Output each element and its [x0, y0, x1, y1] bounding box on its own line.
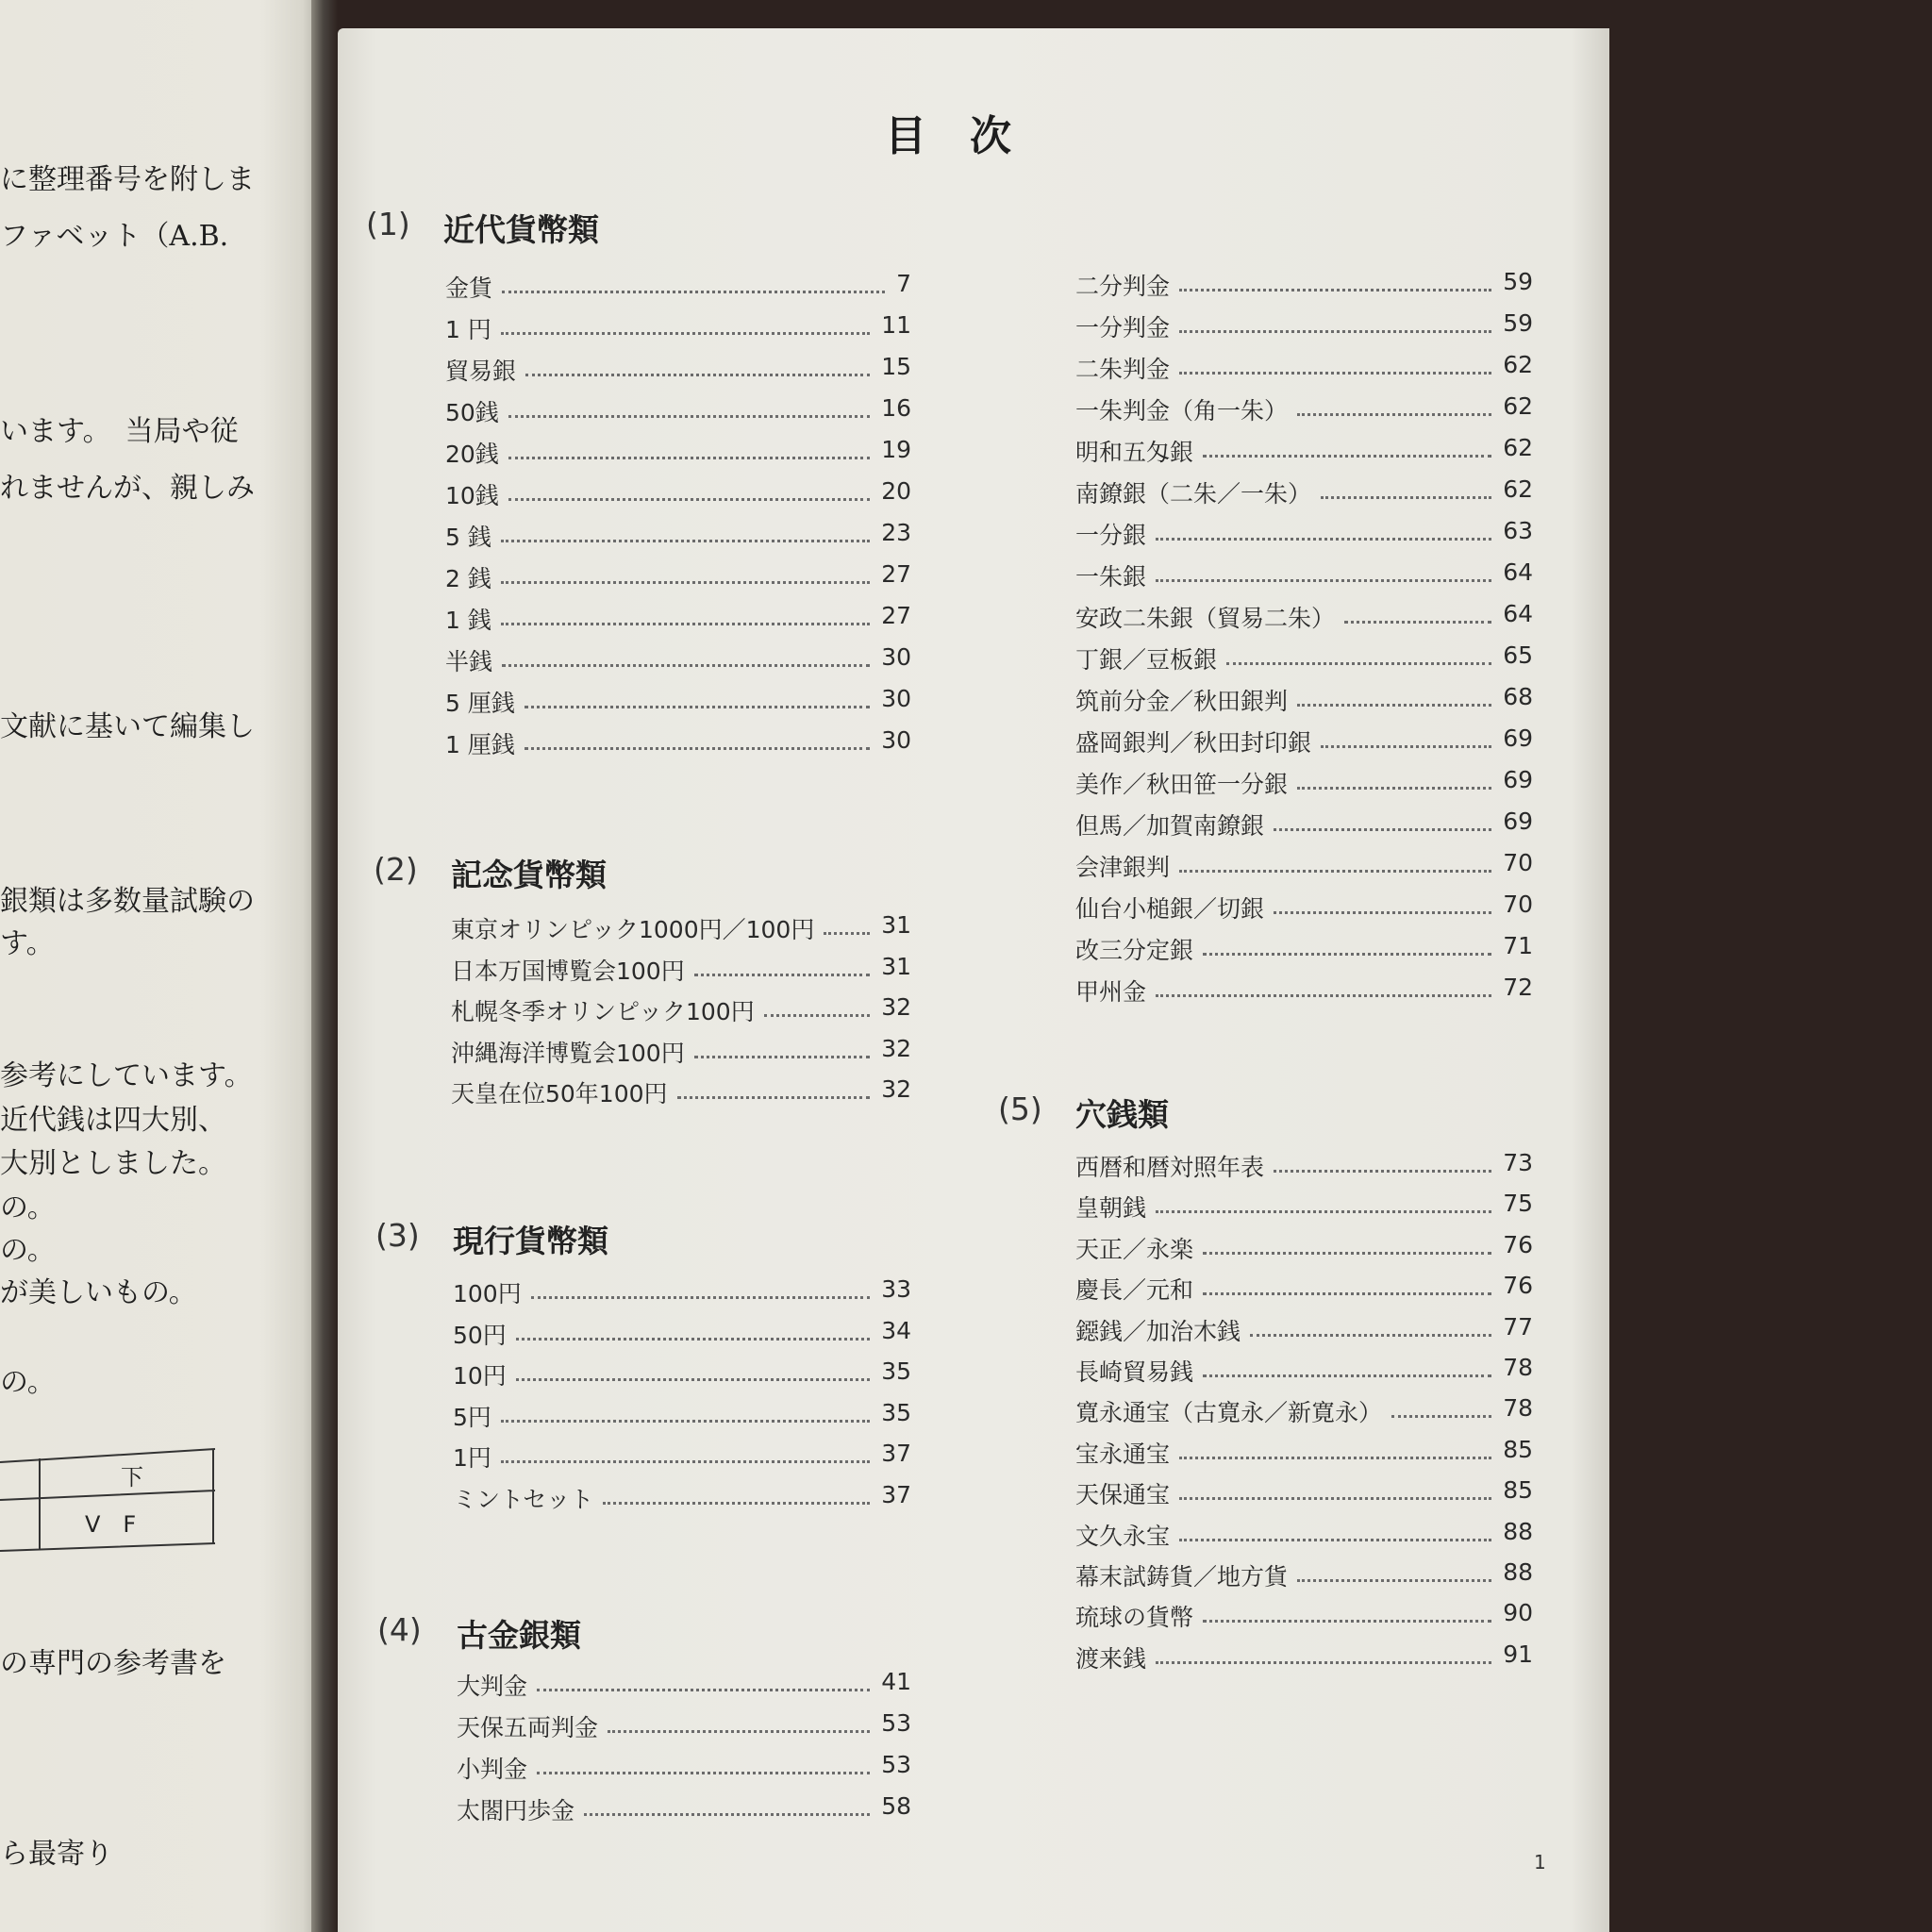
toc-leader-dots: [1274, 828, 1491, 831]
toc-leader-dots: [1156, 538, 1491, 541]
toc-leader-dots: [1391, 1415, 1491, 1418]
toc-entry-label: 盛岡銀判／秋田封印銀: [1075, 729, 1312, 757]
toc-entry-page: 19: [881, 436, 911, 463]
toc-entry-label: 一朱判金（角一朱）: [1075, 397, 1289, 425]
toc-entry: [445, 270, 911, 302]
toc-entry-page: 77: [1503, 1312, 1533, 1341]
toc-entry-label: 南鐐銀（二朱／一朱）: [1075, 480, 1312, 508]
toc-entry: [1075, 932, 1533, 964]
toc-leader-dots: [537, 1689, 870, 1691]
toc-entry: [1075, 683, 1533, 715]
toc-entry: [445, 519, 911, 551]
toc-entry: [1075, 724, 1533, 757]
toc-entry: [453, 1275, 911, 1307]
toc-leader-dots: [1321, 496, 1491, 499]
toc-entry-page: 70: [1503, 849, 1533, 876]
toc-entry-page: 27: [881, 560, 911, 588]
toc-leader-dots: [508, 415, 870, 418]
page-number: 1: [1534, 1851, 1546, 1874]
toc-leader-dots: [1344, 621, 1491, 624]
toc-leader-dots: [525, 747, 870, 750]
toc-entry: [1075, 475, 1533, 508]
toc-entry-label: ミントセット: [453, 1485, 594, 1513]
book-gutter: [311, 0, 338, 1932]
left-page-text-line: の。: [0, 1191, 56, 1224]
toc-entry-label: 二朱判金: [1075, 356, 1171, 383]
toc-leader-dots: [525, 706, 870, 708]
left-page-text-line: います。 当局や従: [0, 415, 239, 448]
toc-entry-page: 72: [1503, 974, 1533, 1001]
toc-leader-dots: [516, 1378, 870, 1381]
toc-entry-label: 安政二朱銀（貿易二朱）: [1075, 605, 1336, 632]
toc-entry: [445, 643, 911, 675]
toc-entry-label: 札幌冬季オリンピック100円: [451, 998, 755, 1025]
toc-entry: [1075, 1476, 1533, 1508]
toc-entry-page: 7: [896, 270, 911, 297]
toc-entry-page: 41: [881, 1668, 911, 1695]
toc-entry: [1075, 891, 1533, 923]
toc-entry: [453, 1317, 911, 1349]
toc-entry: [445, 560, 911, 592]
toc-leader-dots: [502, 291, 885, 293]
toc-entry: [457, 1668, 911, 1700]
toc-entry-page: 69: [1503, 808, 1533, 835]
toc-entry-page: 62: [1503, 392, 1533, 420]
left-page-text-line: が美しいもの。: [0, 1276, 197, 1309]
toc-leader-dots: [1250, 1334, 1491, 1337]
left-page-text-line: ら最寄り: [0, 1838, 113, 1871]
toc-entry-page: 11: [881, 311, 911, 339]
toc-entry-page: 53: [881, 1751, 911, 1778]
toc-entry-label: 丁銀／豆板銀: [1075, 646, 1218, 674]
toc-entry-label: 日本万国博覧会100円: [451, 957, 685, 985]
toc-leader-dots: [1203, 953, 1491, 956]
left-page-text-line: の。: [0, 1366, 56, 1399]
toc-entry-page: 76: [1503, 1230, 1533, 1258]
toc-entry-page: 62: [1503, 351, 1533, 378]
toc-entry: [1075, 1190, 1533, 1222]
toc-entry-page: 63: [1503, 517, 1533, 544]
grade-table-bottom: V F: [85, 1511, 137, 1538]
toc-entry-label: 文久永宝: [1075, 1522, 1171, 1550]
toc-entry-label: 50円: [453, 1321, 507, 1349]
toc-entry: [1075, 392, 1533, 425]
toc-entry-label: 1円: [453, 1444, 491, 1472]
toc-entry-label: 東京オリンピック1000円／100円: [451, 916, 815, 943]
toc-entry-page: 59: [1503, 268, 1533, 295]
toc-leader-dots: [501, 332, 870, 335]
toc-entry-page: 88: [1503, 1517, 1533, 1545]
toc-entry: [1075, 1558, 1533, 1591]
toc-entry: [451, 953, 911, 985]
toc-entry-label: 50銭: [445, 399, 499, 426]
toc-leader-dots: [502, 664, 870, 667]
toc-entry: [1075, 1436, 1533, 1468]
toc-entry: [445, 602, 911, 634]
left-page-text-line: れませんが、親しみ: [0, 472, 255, 505]
toc-entry-label: 皇朝銭: [1075, 1194, 1147, 1223]
toc-entry-label: 一朱銀: [1075, 563, 1147, 591]
toc-entry: [1075, 1641, 1533, 1673]
toc-entry-page: 88: [1503, 1558, 1533, 1586]
toc-leader-dots: [1274, 911, 1491, 914]
toc-leader-dots: [1156, 1661, 1491, 1664]
left-page-text-line: に整理番号を附しま: [0, 163, 255, 196]
left-page-text-line: の専門の参考書を: [0, 1647, 226, 1680]
toc-leader-dots: [603, 1502, 870, 1505]
toc-entry-label: 天保五両判金: [457, 1714, 599, 1741]
section-name: 古金銀類: [457, 1617, 581, 1654]
toc-entry-page: 32: [881, 993, 911, 1021]
toc-leader-dots: [1156, 579, 1491, 582]
toc-entry-page: 31: [881, 952, 911, 980]
toc-entry-label: 二分判金: [1075, 273, 1171, 300]
toc-entry: [451, 1075, 911, 1108]
toc-leader-dots: [824, 932, 870, 935]
toc-entry: [445, 353, 911, 385]
toc-entry-page: 35: [881, 1398, 911, 1426]
toc-leader-dots: [1179, 330, 1491, 333]
toc-entry: [453, 1440, 911, 1472]
toc-entry-label: 5円: [453, 1403, 491, 1431]
toc-entry: [445, 685, 911, 717]
toc-entry: [451, 993, 911, 1025]
toc-entry: [457, 1709, 911, 1741]
toc-entry-label: 1 厘銭: [445, 731, 515, 758]
toc-entry-page: 32: [881, 1034, 911, 1062]
grade-table: [0, 1445, 215, 1551]
toc-entry-page: 37: [881, 1440, 911, 1467]
toc-leader-dots: [1179, 372, 1491, 375]
toc-entry: [457, 1792, 911, 1824]
toc-entry: [445, 436, 911, 468]
toc-entry-label: 10円: [453, 1362, 507, 1390]
toc-entry: [445, 477, 911, 509]
toc-entry-page: 90: [1503, 1599, 1533, 1627]
toc-leader-dots: [694, 974, 870, 976]
section-name: 記念貨幣類: [451, 857, 607, 893]
toc-entry-page: 70: [1503, 891, 1533, 918]
toc-leader-dots: [1179, 289, 1491, 291]
toc-entry-label: 但馬／加賀南鐐銀: [1075, 812, 1265, 840]
toc-entry-page: 23: [881, 519, 911, 546]
toc-leader-dots: [1226, 662, 1491, 665]
toc-entry-page: 37: [881, 1480, 911, 1508]
toc-entry-label: 2 銭: [445, 565, 491, 592]
toc-entry: [451, 1035, 911, 1067]
toc-entry-label: 改三分定銀: [1075, 937, 1194, 964]
toc-leader-dots: [1179, 1539, 1491, 1541]
toc-entry-page: 16: [881, 394, 911, 422]
toc-entry-label: 1 銭: [445, 607, 491, 634]
toc-entry-page: 59: [1503, 309, 1533, 337]
toc-entry-label: 明和五匁銀: [1075, 439, 1194, 466]
toc-leader-dots: [1179, 1497, 1491, 1500]
toc-entry: [1075, 434, 1533, 466]
toc-entry: [457, 1751, 911, 1783]
toc-leader-dots: [1203, 1374, 1491, 1377]
section-number: (4): [377, 1611, 422, 1648]
toc-entry-page: 69: [1503, 766, 1533, 793]
toc-leader-dots: [1203, 455, 1491, 458]
toc-entry-label: 沖縄海洋博覧会100円: [451, 1039, 685, 1067]
toc-entry: [1075, 600, 1533, 632]
toc-entry: [1075, 808, 1533, 840]
toc-entry-label: 美作／秋田笹一分銀: [1075, 771, 1289, 798]
toc-leader-dots: [1179, 1457, 1491, 1459]
toc-leader-dots: [694, 1056, 870, 1058]
left-page: [0, 0, 325, 1932]
toc-entry: [1075, 766, 1533, 798]
toc-entry: [1075, 1313, 1533, 1345]
toc-entry-page: 65: [1503, 641, 1533, 669]
left-page-text-line: ファベット（A.B.: [0, 220, 229, 253]
toc-entry-page: 68: [1503, 683, 1533, 710]
toc-entry-label: 天正／永楽: [1075, 1235, 1194, 1263]
toc-entry-page: 34: [881, 1316, 911, 1344]
toc-entry: [1075, 1354, 1533, 1386]
toc-entry-page: 76: [1503, 1272, 1533, 1300]
toc-leader-dots: [501, 1420, 870, 1423]
toc-entry: [1075, 268, 1533, 300]
toc-entry-page: 85: [1503, 1435, 1533, 1463]
toc-leader-dots: [584, 1813, 870, 1816]
toc-entry-label: 仙台小槌銀／切銀: [1075, 895, 1265, 923]
toc-entry-page: 75: [1503, 1190, 1533, 1218]
toc-leader-dots: [501, 623, 870, 625]
toc-entry-page: 33: [881, 1275, 911, 1303]
toc-entry-label: 5 銭: [445, 524, 491, 551]
toc-entry: [1075, 974, 1533, 1006]
toc-leader-dots: [608, 1730, 870, 1733]
toc-entry-label: 渡来銭: [1075, 1644, 1147, 1673]
toc-entry: [1075, 1231, 1533, 1263]
toc-entry-label: 半銭: [445, 648, 493, 675]
toc-entry: [453, 1357, 911, 1390]
toc-leader-dots: [525, 374, 870, 376]
toc-entry: [451, 911, 911, 943]
toc-leader-dots: [1156, 1210, 1491, 1213]
section-number: (5): [998, 1091, 1042, 1127]
toc-entry: [1075, 1149, 1533, 1181]
grade-table-top: 下: [121, 1464, 143, 1491]
toc-entry-label: 甲州金: [1075, 978, 1147, 1006]
toc-entry-page: 35: [881, 1357, 911, 1385]
toc-entry: [1075, 351, 1533, 383]
section-name: 現行貨幣類: [453, 1223, 608, 1259]
left-page-text-line: 銀類は多数量試験の: [0, 885, 255, 918]
toc-entry-label: 100円: [453, 1280, 522, 1307]
toc-entry-label: 一分銀: [1075, 522, 1147, 549]
toc-entry-page: 64: [1503, 600, 1533, 627]
toc-entry-page: 30: [881, 685, 911, 712]
toc-leader-dots: [537, 1772, 870, 1774]
left-page-text-line: 文献に基いて編集し: [0, 710, 255, 743]
toc-leader-dots: [516, 1338, 870, 1341]
toc-entry-label: 琉球の貨幣: [1075, 1604, 1194, 1632]
left-page-text-line: 大別としました。: [0, 1147, 226, 1180]
toc-entry-label: 寛永通宝（古寛永／新寛永）: [1075, 1399, 1383, 1427]
toc-entry-page: 31: [881, 911, 911, 939]
page-title: 目次: [885, 112, 1055, 160]
section-name: 穴銭類: [1075, 1096, 1169, 1133]
toc-entry: [1075, 517, 1533, 549]
toc-entry-label: 天保通宝: [1075, 1481, 1171, 1509]
toc-entry-page: 78: [1503, 1394, 1533, 1423]
left-page-text-line: 参考にしています。: [0, 1059, 253, 1092]
toc-entry-page: 30: [881, 726, 911, 754]
toc-entry-label: 天皇在位50年100円: [451, 1080, 668, 1108]
toc-entry-label: 長崎貿易銭: [1075, 1358, 1194, 1386]
left-page-text-line: の。: [0, 1234, 56, 1267]
toc-entry: [1075, 1599, 1533, 1631]
toc-leader-dots: [1203, 1252, 1491, 1255]
toc-entry: [1075, 1518, 1533, 1550]
toc-entry-page: 53: [881, 1709, 911, 1737]
toc-entry-page: 73: [1503, 1149, 1533, 1176]
toc-leader-dots: [1179, 870, 1491, 873]
left-page-text-line: す。: [0, 927, 55, 960]
toc-entry-label: 大判金: [457, 1673, 528, 1700]
toc-entry-label: 筑前分金／秋田銀判: [1075, 688, 1289, 715]
section-number: (2): [374, 851, 418, 888]
toc-entry: [445, 311, 911, 343]
toc-entry: [1075, 558, 1533, 591]
toc-entry: [1075, 1394, 1533, 1426]
toc-entry-page: 91: [1503, 1640, 1533, 1668]
toc-entry: [445, 726, 911, 758]
toc-entry: [453, 1399, 911, 1431]
left-page-text-line: 近代銭は四大別、: [0, 1104, 226, 1137]
toc-leader-dots: [1274, 1170, 1491, 1173]
toc-entry-label: 貿易銀: [445, 358, 517, 385]
toc-entry: [445, 394, 911, 426]
toc-entry-label: 宝永通宝: [1075, 1440, 1171, 1468]
section-name: 近代貨幣類: [443, 211, 599, 248]
toc-entry-label: 小判金: [457, 1756, 528, 1783]
toc-leader-dots: [531, 1296, 870, 1299]
toc-leader-dots: [501, 1460, 870, 1463]
toc-entry-page: 64: [1503, 558, 1533, 586]
toc-entry-page: 62: [1503, 434, 1533, 461]
toc-leader-dots: [677, 1096, 870, 1099]
section-number: (1): [366, 206, 410, 242]
toc-entry-page: 15: [881, 353, 911, 380]
toc-entry-page: 27: [881, 602, 911, 629]
toc-entry-label: 10銭: [445, 482, 499, 509]
toc-entry-label: 幕末試鋳貨／地方貨: [1075, 1563, 1289, 1591]
toc-entry-page: 71: [1503, 932, 1533, 959]
toc-leader-dots: [1321, 745, 1491, 748]
toc-entry-label: 太閤円歩金: [457, 1797, 575, 1824]
section-number: (3): [375, 1217, 420, 1254]
toc-entry: [1075, 849, 1533, 881]
toc-entry-page: 32: [881, 1075, 911, 1103]
toc-entry-label: 5 厘銭: [445, 690, 515, 717]
toc-leader-dots: [1297, 413, 1491, 416]
toc-entry-page: 20: [881, 477, 911, 505]
toc-leader-dots: [764, 1014, 870, 1017]
toc-entry-label: 1 円: [445, 316, 491, 343]
toc-entry-label: 西暦和暦対照年表: [1075, 1154, 1265, 1181]
toc-leader-dots: [508, 498, 870, 501]
toc-entry-label: 20銭: [445, 441, 499, 468]
toc-entry: [453, 1481, 911, 1513]
toc-leader-dots: [501, 581, 870, 584]
toc-entry-page: 78: [1503, 1354, 1533, 1381]
toc-entry: [1075, 641, 1533, 674]
toc-leader-dots: [1203, 1292, 1491, 1295]
toc-entry-page: 30: [881, 643, 911, 671]
toc-entry: [1075, 309, 1533, 341]
toc-entry-label: 会津銀判: [1075, 854, 1171, 881]
toc-leader-dots: [1203, 1620, 1491, 1623]
toc-leader-dots: [508, 457, 870, 459]
toc-entry-label: 一分判金: [1075, 314, 1171, 341]
toc-leader-dots: [1297, 704, 1491, 707]
toc-entry-label: 鐚銭／加治木銭: [1075, 1317, 1241, 1345]
toc-entry-page: 85: [1503, 1476, 1533, 1505]
toc-leader-dots: [501, 540, 870, 542]
toc-entry-label: 慶長／元和: [1075, 1276, 1194, 1305]
toc-leader-dots: [1297, 787, 1491, 790]
toc-leader-dots: [1156, 994, 1491, 997]
toc-entry-page: 69: [1503, 724, 1533, 752]
toc-entry-label: 金貨: [445, 275, 493, 302]
toc-leader-dots: [1297, 1579, 1491, 1582]
toc-entry-page: 62: [1503, 475, 1533, 503]
toc-entry: [1075, 1272, 1533, 1304]
toc-entry-page: 58: [881, 1792, 911, 1820]
